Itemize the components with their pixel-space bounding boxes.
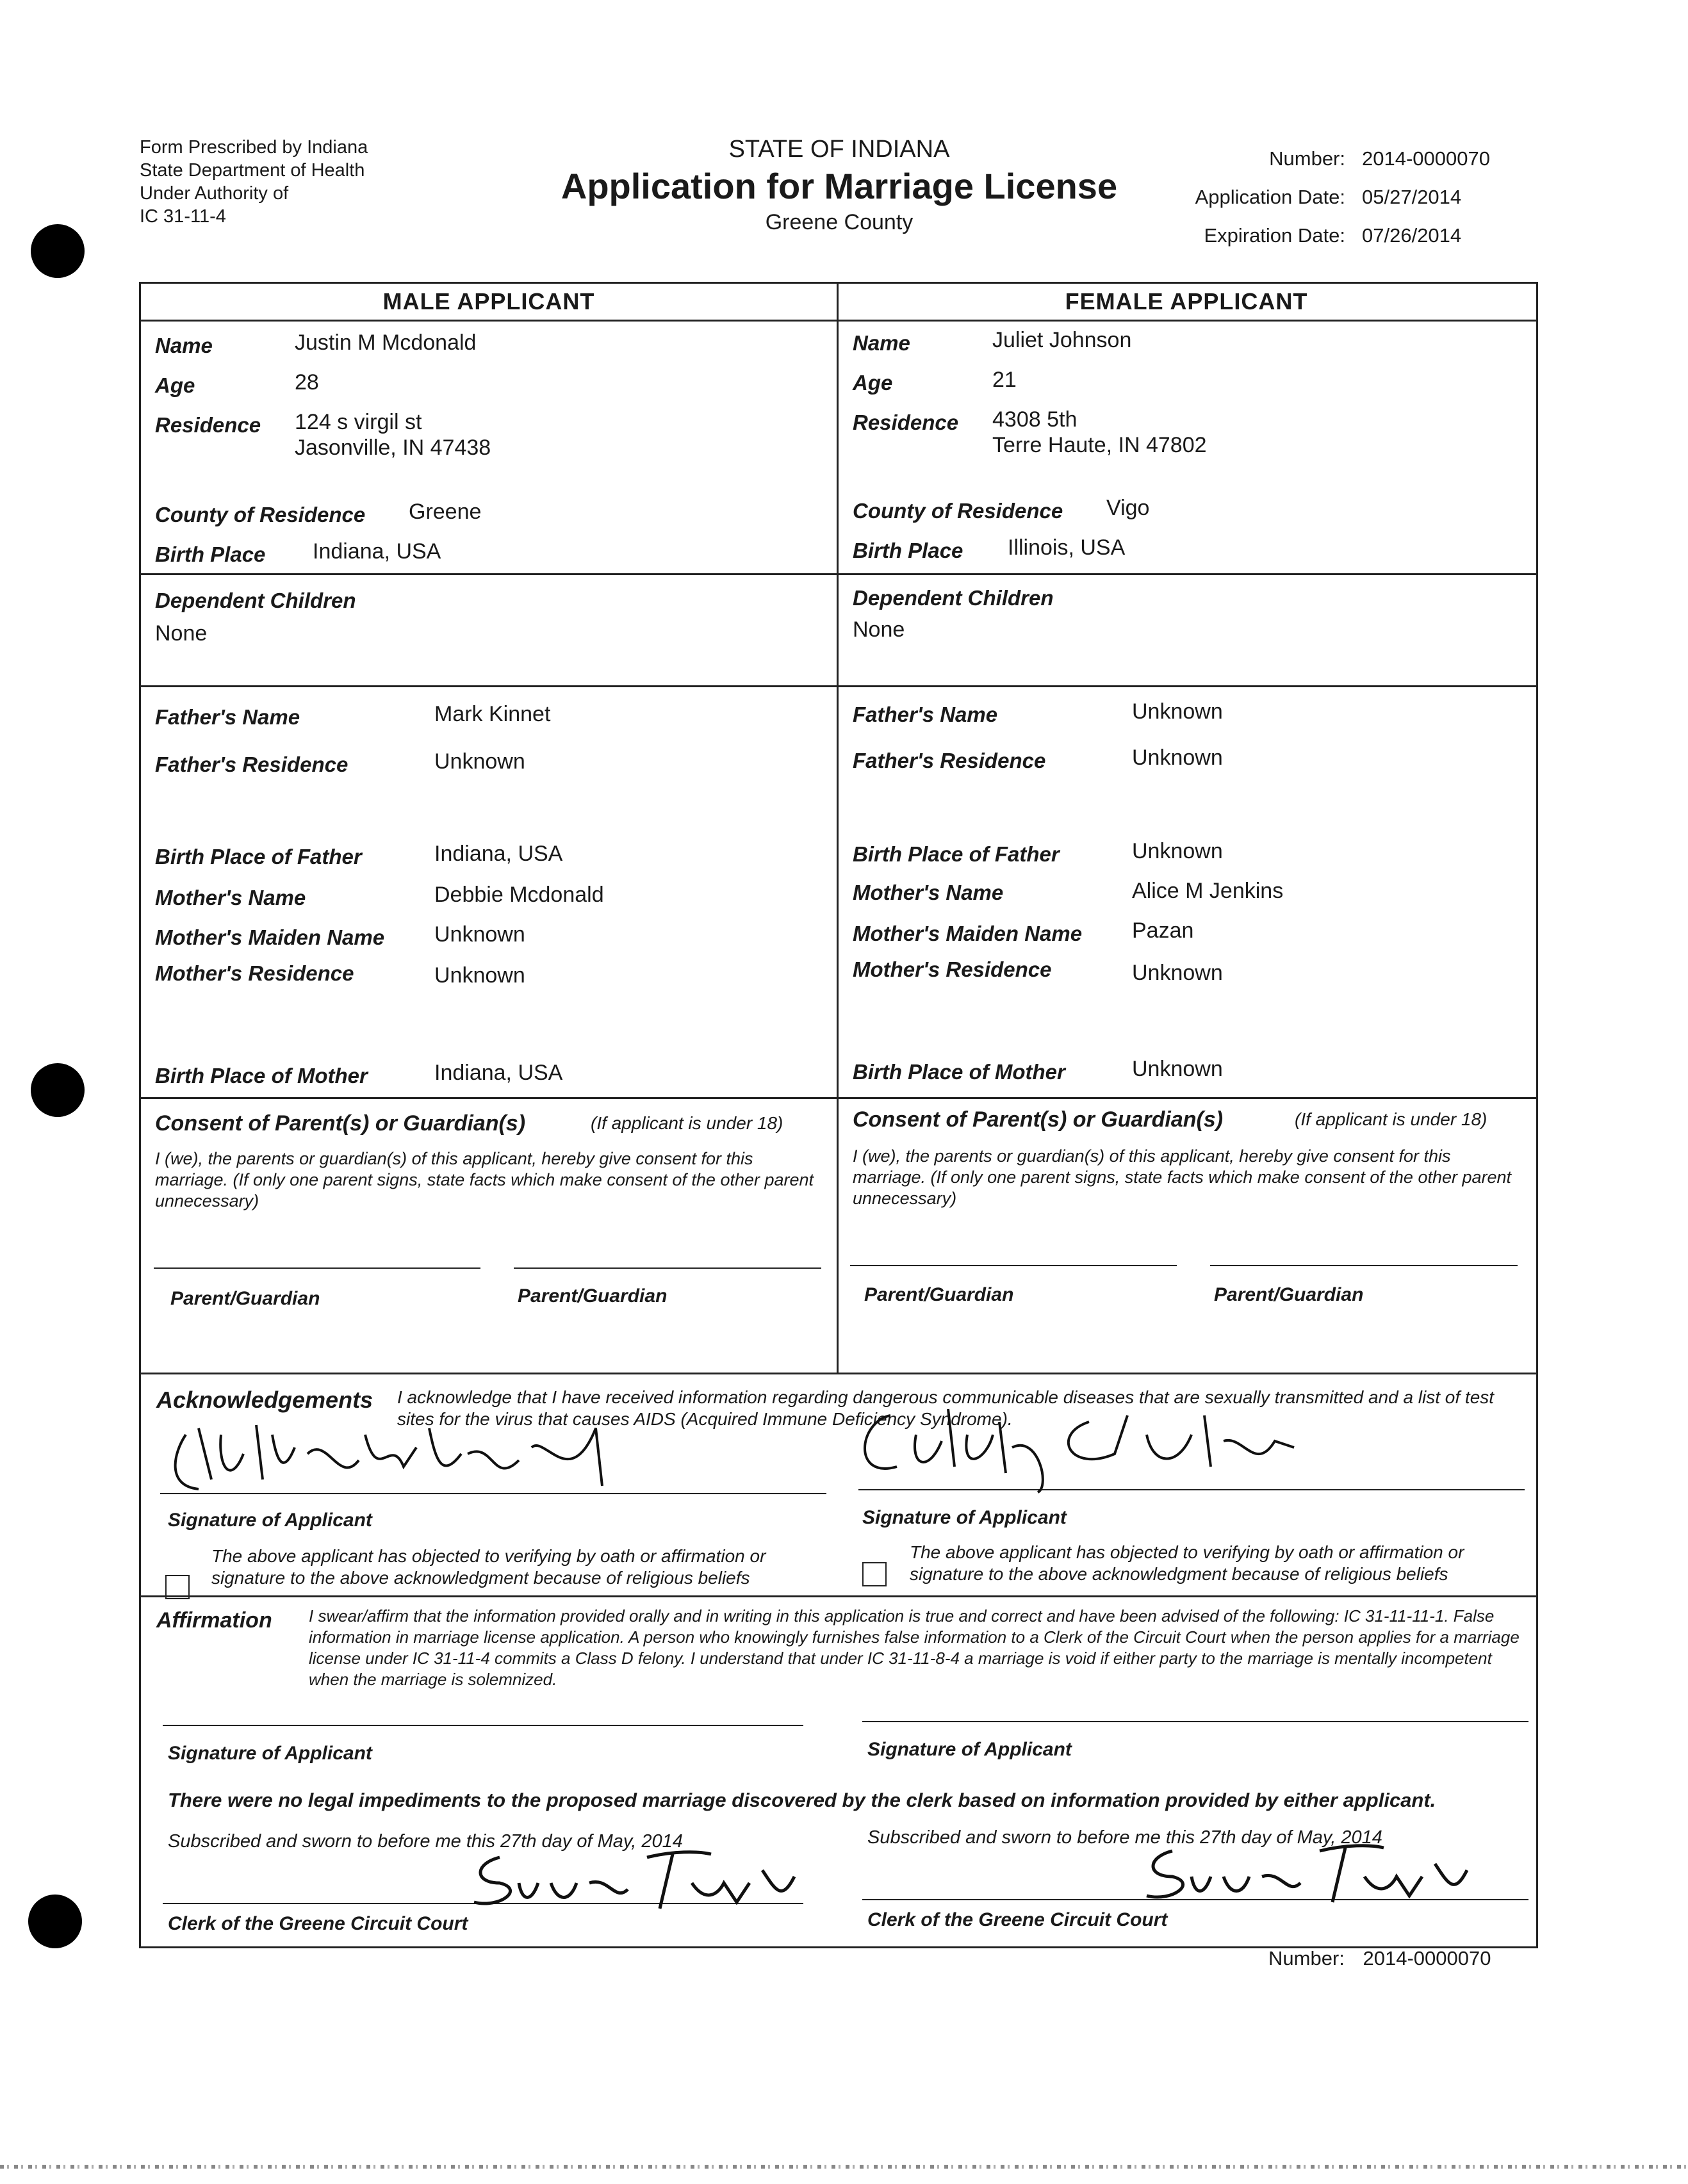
female-consent-note: (If applicant is under 18) — [1295, 1109, 1487, 1129]
clerk-signature-male-side — [461, 1845, 807, 1915]
female-affirmation-signature-label: Signature of Applicant — [867, 1739, 1072, 1760]
male-birthplace-label: Birth Place — [155, 542, 266, 566]
male-religious-objection-text: The above applicant has objected to verifying by oath or affirmation or signature to the above acknowledgment because of religious beliefs — [211, 1546, 766, 1588]
female-name-label: Name — [853, 331, 910, 355]
male-parent-guardian-label-1: Parent/Guardian — [170, 1288, 320, 1309]
scan-artifact-line — [0, 2165, 1688, 2169]
male-consent-text: I (we), the parents or guardian(s) of this applicant, hereby give consent for this marriage. (If only one parent signs, state facts which make consent of the other parent unnecessary) — [155, 1149, 814, 1210]
female-mother-birthplace: Unknown — [1132, 1057, 1223, 1081]
male-mother-birthplace: Indiana, USA — [434, 1061, 563, 1085]
female-consent-title: Consent of Parent(s) or Guardian(s) — [853, 1107, 1224, 1132]
punch-hole-bottom — [28, 1895, 82, 1948]
male-father-name: Mark Kinnet — [434, 702, 551, 726]
female-mother-birthplace-label: Birth Place of Mother — [853, 1060, 1065, 1084]
section-divider-affirm — [141, 1595, 1536, 1597]
male-county: Greene — [409, 500, 482, 524]
male-applicant-signature-label: Signature of Applicant — [168, 1510, 372, 1531]
female-county: Vigo — [1106, 496, 1150, 520]
female-father-name-label: Father's Name — [853, 703, 998, 726]
female-mother-residence: Unknown — [1132, 961, 1223, 985]
affirmation-text: I swear/affirm that the information provided orally and in writing in this application is true and correct and have been advised of the following: IC 31-11-11-1. False information in marriage license application. A person who knowingly furnishes false information to a Clerk of the Circuit Court when the person applies for a marriage license under IC 31-11-4 commits a Class D felony. I understand that under IC 31-11-8-4 a marriage is void if either party to the marriage is mentally incompetent when the marriage is solemnized. — [309, 1606, 1520, 1689]
footer-number-value: 2014-0000070 — [1363, 1947, 1491, 1969]
female-applicant-signature-label: Signature of Applicant — [862, 1507, 1067, 1528]
document-heading — [487, 134, 1192, 236]
male-affirmation-signature-line — [163, 1725, 803, 1726]
female-father-name: Unknown — [1132, 699, 1223, 724]
male-mother-residence: Unknown — [434, 963, 525, 988]
female-parent-guardian-label-2: Parent/Guardian — [1214, 1284, 1364, 1305]
male-parent-guardian-label-2: Parent/Guardian — [518, 1285, 668, 1307]
number-label: Number: — [1269, 147, 1345, 170]
female-mother-maiden: Pazan — [1132, 918, 1194, 943]
female-mother-name: Alice M Jenkins — [1132, 879, 1284, 903]
authority-line-4: IC 31-11-4 — [140, 206, 226, 227]
male-mother-name: Debbie Mcdonald — [434, 883, 604, 907]
female-residence-city: Terre Haute, IN 47802 — [992, 433, 1207, 457]
male-consent-note: (If applicant is under 18) — [591, 1113, 783, 1133]
acknowledgements-title: Acknowledgements — [156, 1387, 373, 1413]
male-residence-street: 124 s virgil st — [295, 410, 422, 434]
male-applicant-column — [141, 284, 837, 1373]
expiration-date: 07/26/2014 — [1362, 224, 1462, 247]
female-age: 21 — [992, 368, 1017, 392]
female-age-label: Age — [853, 371, 893, 395]
male-mother-name-label: Mother's Name — [155, 886, 306, 909]
female-consent-text: I (we), the parents or guardian(s) of this applicant, hereby give consent for this marriage. (If only one parent signs, state facts which make consent of the other parent unnecessary) — [853, 1146, 1512, 1208]
male-father-birthplace: Indiana, USA — [434, 842, 563, 866]
county-name: Greene County — [765, 210, 914, 234]
female-father-birthplace-label: Birth Place of Father — [853, 842, 1060, 866]
female-clerk-label: Clerk of the Greene Circuit Court — [867, 1909, 1168, 1930]
male-mother-maiden-label: Mother's Maiden Name — [155, 925, 385, 949]
punch-hole-top — [31, 224, 85, 278]
female-sworn-statement: Subscribed and sworn to before me this 27th day of May, 2014 — [867, 1827, 1382, 1848]
male-parent-signature-line-2 — [514, 1267, 821, 1269]
male-affirmation-signature-label: Signature of Applicant — [168, 1743, 372, 1764]
male-father-name-label: Father's Name — [155, 705, 300, 729]
document-title: Application for Marriage License — [561, 166, 1118, 206]
female-father-residence-label: Father's Residence — [853, 749, 1046, 772]
male-residence-label: Residence — [155, 413, 261, 437]
male-mother-maiden: Unknown — [434, 922, 525, 947]
section-divider-ack — [141, 1373, 1536, 1374]
no-impediments-statement: There were no legal impediments to the proposed marriage discovered by the clerk based on information provided by either applicant. — [168, 1789, 1436, 1811]
female-dependents: None — [853, 617, 905, 642]
application-form — [139, 282, 1538, 1948]
male-religious-objection-checkbox[interactable] — [165, 1575, 190, 1599]
male-consent-title: Consent of Parent(s) or Guardian(s) — [155, 1111, 526, 1136]
authority-line-2: State Department of Health — [140, 160, 365, 181]
male-age: 28 — [295, 370, 319, 395]
female-county-label: County of Residence — [853, 499, 1063, 523]
document-meta — [1147, 140, 1505, 255]
female-religious-objection-checkbox[interactable] — [862, 1562, 887, 1586]
footer-number — [1268, 1947, 1491, 1970]
female-religious-objection-text: The above applicant has objected to verifying by oath or affirmation or signature to the above acknowledgment because of religious beliefs — [910, 1542, 1464, 1584]
female-name: Juliet Johnson — [992, 328, 1132, 352]
female-applicant-signature — [846, 1396, 1332, 1492]
female-dependents-label: Dependent Children — [853, 586, 1054, 610]
male-mother-birthplace-label: Birth Place of Mother — [155, 1064, 368, 1088]
male-dependents: None — [155, 621, 208, 646]
male-sworn-statement: Subscribed and sworn to before me this 27th day of May, 2014 — [168, 1831, 683, 1852]
punch-hole-middle — [31, 1063, 85, 1117]
male-dependents-label: Dependent Children — [155, 589, 356, 612]
male-clerk-label: Clerk of the Greene Circuit Court — [168, 1913, 468, 1934]
male-parent-signature-line-1 — [154, 1267, 480, 1269]
affirmation-title: Affirmation — [156, 1608, 272, 1633]
female-father-residence: Unknown — [1132, 746, 1223, 770]
state-name: STATE OF INDIANA — [728, 136, 950, 163]
form-authority — [140, 136, 368, 228]
male-father-residence: Unknown — [434, 749, 525, 774]
female-parent-signature-line-2 — [1210, 1265, 1518, 1266]
female-mother-maiden-label: Mother's Maiden Name — [853, 922, 1083, 945]
clerk-signature-female-side — [1134, 1838, 1480, 1909]
female-mother-name-label: Mother's Name — [853, 881, 1004, 904]
female-affirmation-signature-line — [862, 1721, 1528, 1722]
male-birthplace: Indiana, USA — [313, 539, 441, 564]
license-number: 2014-0000070 — [1362, 147, 1490, 170]
female-applicant-column — [839, 284, 1534, 1373]
male-father-birthplace-label: Birth Place of Father — [155, 845, 362, 868]
male-father-residence-label: Father's Residence — [155, 753, 348, 776]
authority-line-1: Form Prescribed by Indiana — [140, 137, 368, 158]
footer-number-label: Number: — [1268, 1947, 1345, 1969]
male-mother-residence-label: Mother's Residence — [155, 961, 354, 985]
female-birthplace: Illinois, USA — [1008, 535, 1126, 560]
authority-line-3: Under Authority of — [140, 183, 289, 204]
male-name-label: Name — [155, 334, 213, 357]
male-county-label: County of Residence — [155, 503, 366, 526]
application-date: 05/27/2014 — [1362, 186, 1462, 208]
female-heading: FEMALE APPLICANT — [1065, 288, 1308, 314]
male-name: Justin M Mcdonald — [295, 330, 477, 355]
male-applicant-signature — [160, 1409, 621, 1499]
male-age-label: Age — [155, 373, 195, 397]
male-heading: MALE APPLICANT — [382, 288, 595, 314]
female-father-birthplace: Unknown — [1132, 839, 1223, 863]
application-date-label: Application Date: — [1195, 186, 1345, 208]
female-residence-label: Residence — [853, 411, 959, 434]
female-parent-signature-line-1 — [850, 1265, 1177, 1266]
female-residence-street: 4308 5th — [992, 407, 1078, 432]
expiration-date-label: Expiration Date: — [1204, 224, 1345, 247]
acknowledgements-text: I acknowledge that I have received information regarding dangerous communicable diseases that are sexually transmitted and a list of test sites for the virus that causes AIDS (Acquired Immune Deficiency Syndrome). — [397, 1387, 1495, 1429]
female-birthplace-label: Birth Place — [853, 539, 963, 562]
female-parent-guardian-label-1: Parent/Guardian — [864, 1284, 1014, 1305]
male-residence-city: Jasonville, IN 47438 — [295, 436, 491, 460]
female-mother-residence-label: Mother's Residence — [853, 958, 1052, 981]
